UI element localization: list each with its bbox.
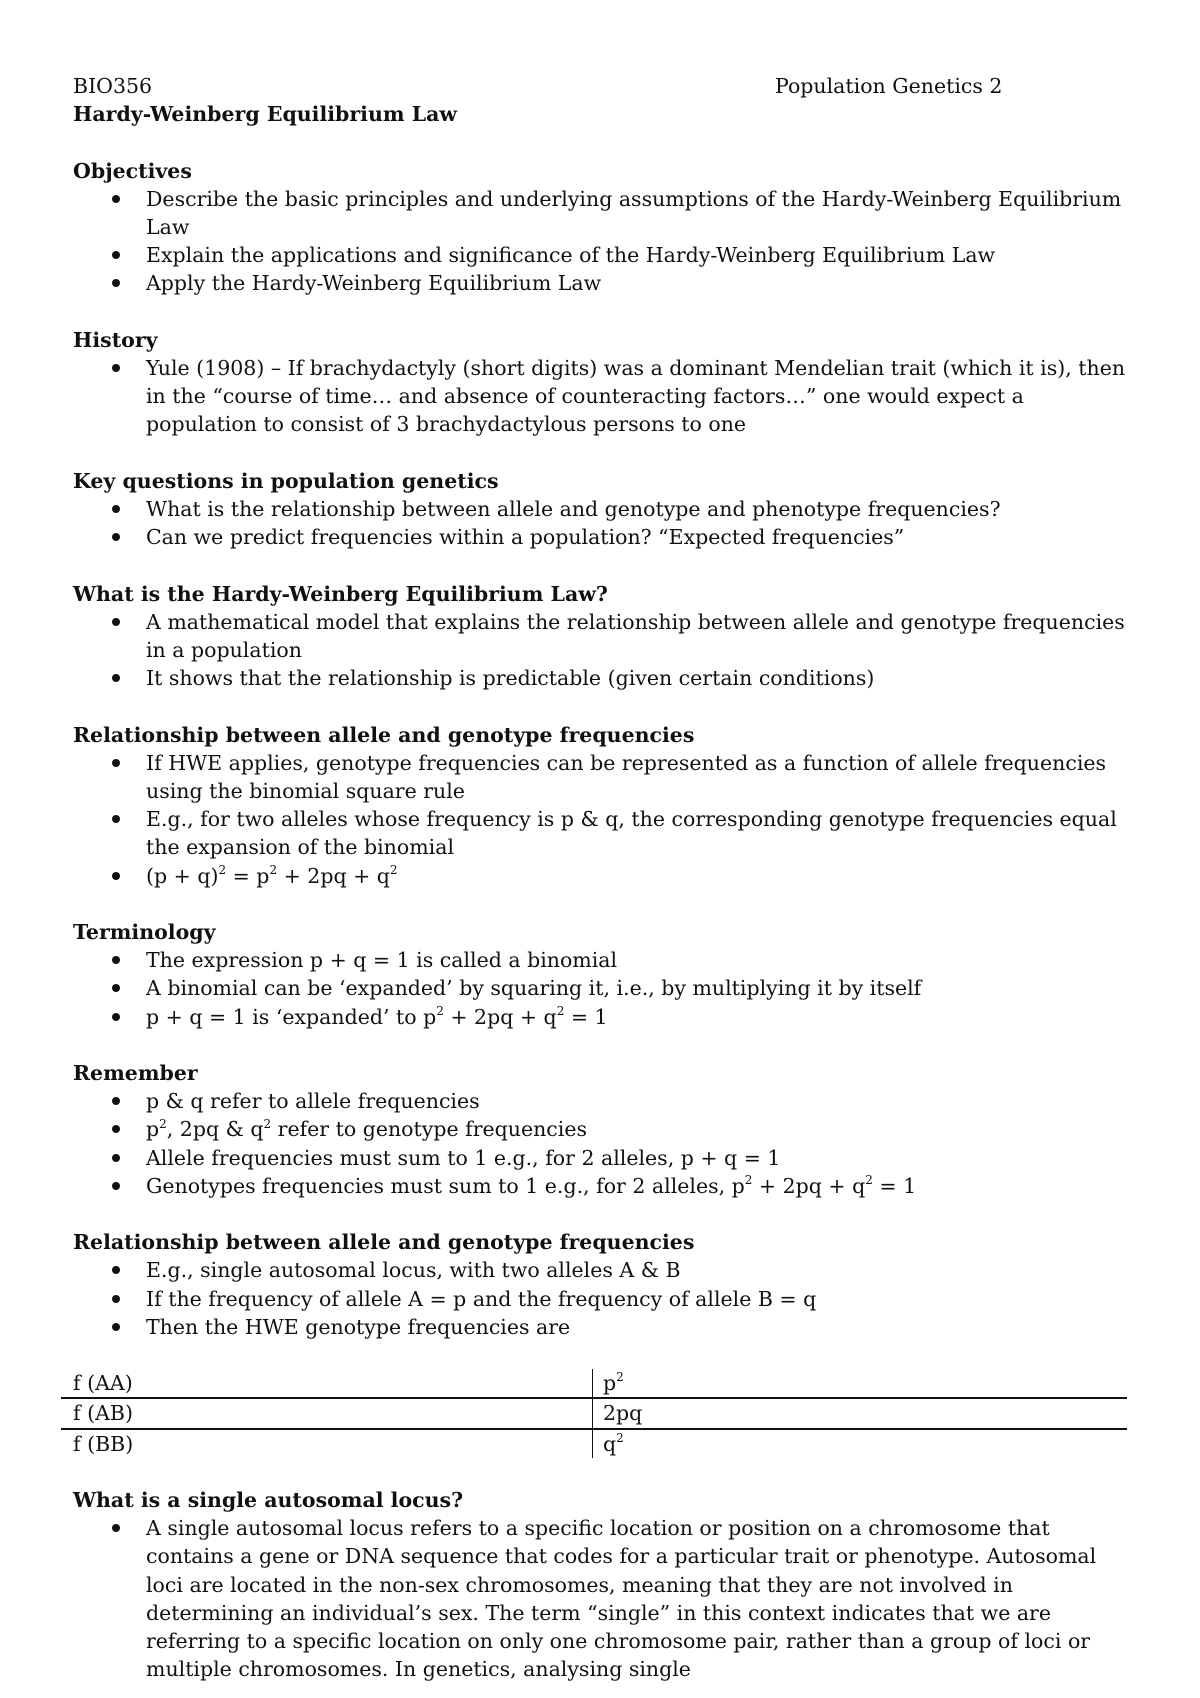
list-item: Then the HWE genotype frequencies are bbox=[73, 1313, 1127, 1341]
section-heading: Objectives bbox=[73, 158, 192, 183]
course-code: BIO356 bbox=[73, 74, 153, 98]
section-relationship-allele-genotype bbox=[73, 721, 1127, 890]
genotype-cell: f (AB) bbox=[61, 1398, 593, 1428]
section-heading: History bbox=[73, 327, 158, 352]
section-heading: Remember bbox=[73, 1060, 198, 1085]
bullet-list bbox=[73, 1256, 1127, 1341]
bullet-list bbox=[73, 354, 1127, 439]
bullet-list bbox=[73, 749, 1127, 890]
section-single-autosomal-locus bbox=[73, 1486, 1127, 1683]
list-item: If HWE applies, genotype frequencies can be represented as a function of allele frequencies using the binomial square rule bbox=[73, 749, 1127, 805]
exponent: 2 bbox=[218, 862, 227, 877]
formula-part: = 1 bbox=[564, 1004, 608, 1029]
section-heading: What is the Hardy-Weinberg Equilibrium Law? bbox=[73, 581, 608, 606]
exponent: 2 bbox=[159, 1116, 167, 1131]
formula-part: + 2pq + q bbox=[277, 863, 390, 888]
frequency-value: q bbox=[603, 1431, 617, 1456]
section-heading: Key questions in population genetics bbox=[73, 468, 499, 493]
text-part: Genotypes frequencies must sum to 1 e.g., for 2 alleles, p bbox=[146, 1173, 745, 1198]
list-item: Yule (1908) – If brachydactyly (short digits) was a dominant Mendelian trait (which it is), then in the “course of time… and absence of counteracting factors…” one would expect a population to consist of 3 brachydactylous persons to one bbox=[73, 354, 1127, 439]
formula-part: + 2pq + q bbox=[443, 1004, 557, 1029]
table-row bbox=[61, 1398, 1127, 1428]
bullet-list bbox=[73, 1514, 1127, 1683]
text-part: = 1 bbox=[872, 1173, 917, 1198]
list-item: Describe the basic principles and underlying assumptions of the Hardy-Weinberg Equilibrium Law bbox=[73, 185, 1127, 241]
section-what-is-hwe bbox=[73, 580, 1127, 693]
expanded-formula bbox=[73, 1003, 1127, 1031]
list-item: Explain the applications and significance of the Hardy-Weinberg Equilibrium Law bbox=[73, 241, 1127, 269]
list-item: Can we predict frequencies within a population? “Expected frequencies” bbox=[73, 523, 1127, 551]
section-objectives bbox=[73, 157, 1127, 298]
formula-part: p + q = 1 is ‘expanded’ to p bbox=[146, 1004, 437, 1029]
text-part: p bbox=[146, 1117, 160, 1142]
exponent: 2 bbox=[865, 1172, 873, 1187]
exponent: 2 bbox=[556, 1003, 565, 1018]
exponent: 2 bbox=[436, 1003, 444, 1018]
document-title: Hardy-Weinberg Equilibrium Law bbox=[73, 102, 458, 127]
list-item bbox=[73, 1115, 1127, 1143]
section-heading: Relationship between allele and genotype frequencies bbox=[73, 1230, 695, 1255]
bullet-list bbox=[73, 946, 1127, 1031]
table-row bbox=[61, 1429, 1127, 1458]
exponent: 2 bbox=[744, 1172, 753, 1187]
list-item: E.g., single autosomal locus, with two alleles A & B bbox=[73, 1256, 1127, 1284]
lecture-topic: Population Genetics 2 bbox=[775, 74, 1003, 98]
genotype-frequency-table bbox=[61, 1369, 1127, 1458]
section-key-questions bbox=[73, 467, 1127, 552]
section-history bbox=[73, 326, 1127, 439]
table-row bbox=[61, 1369, 1127, 1398]
section-relationship-allele-genotype-2 bbox=[73, 1228, 1127, 1341]
text-part: , 2pq & q bbox=[166, 1117, 264, 1142]
list-item: E.g., for two alleles whose frequency is p & q, the corresponding genotype frequencies equal the expansion of the binomial bbox=[73, 805, 1127, 861]
frequency-cell bbox=[593, 1369, 1128, 1398]
frequency-value: 2pq bbox=[603, 1401, 643, 1426]
bullet-list bbox=[73, 495, 1127, 551]
bullet-list bbox=[73, 608, 1127, 693]
binomial-formula bbox=[73, 862, 1127, 890]
list-item: The expression p + q = 1 is called a binomial bbox=[73, 946, 1127, 974]
exponent: 2 bbox=[263, 1116, 272, 1131]
genotype-cell: f (AA) bbox=[61, 1369, 593, 1398]
list-item: p & q refer to allele frequencies bbox=[73, 1087, 1127, 1115]
genotype-cell: f (BB) bbox=[73, 1431, 134, 1456]
list-item bbox=[73, 1172, 1127, 1200]
frequency-cell bbox=[593, 1398, 1128, 1428]
list-item: If the frequency of allele A = p and the frequency of allele B = q bbox=[73, 1285, 1127, 1313]
exponent: 2 bbox=[616, 1430, 624, 1445]
frequency-cell bbox=[593, 1429, 1128, 1458]
list-item: What is the relationship between allele and genotype and phenotype frequencies? bbox=[73, 495, 1127, 523]
bullet-list bbox=[73, 1087, 1127, 1200]
section-heading: Relationship between allele and genotype frequencies bbox=[73, 722, 695, 747]
formula-part: (p + q) bbox=[146, 863, 219, 888]
section-heading: Terminology bbox=[73, 919, 216, 944]
document-header bbox=[73, 72, 1127, 100]
exponent: 2 bbox=[389, 862, 398, 877]
list-item: Allele frequencies must sum to 1 e.g., for 2 alleles, p + q = 1 bbox=[73, 1144, 1127, 1172]
section-heading: What is a single autosomal locus? bbox=[73, 1487, 464, 1512]
exponent: 2 bbox=[269, 862, 278, 877]
list-item: Apply the Hardy-Weinberg Equilibrium Law bbox=[73, 269, 1127, 297]
list-item: A single autosomal locus refers to a specific location or position on a chromosome that contains a gene or DNA sequence that codes for a particular trait or phenotype. Autosomal loci are located in the non-sex chromosomes, meaning that they are not involved in determining an individual’s sex. The term “single” in this context indicates that we are referring to a specific location on only one chromosome pair, rather than a group of loci or multiple chromosomes. In genetics, analysing single bbox=[73, 1514, 1127, 1683]
exponent: 2 bbox=[616, 1370, 624, 1385]
text-part: refer to genotype frequencies bbox=[271, 1117, 587, 1142]
section-terminology bbox=[73, 918, 1127, 1031]
formula-part: = p bbox=[226, 863, 270, 888]
bullet-list bbox=[73, 185, 1127, 298]
list-item: A mathematical model that explains the relationship between allele and genotype frequencies in a population bbox=[73, 608, 1127, 664]
text-part: + 2pq + q bbox=[752, 1173, 866, 1198]
list-item: It shows that the relationship is predictable (given certain conditions) bbox=[73, 664, 1127, 692]
section-remember bbox=[73, 1059, 1127, 1200]
list-item: A binomial can be ‘expanded’ by squaring it, i.e., by multiplying it by itself bbox=[73, 974, 1127, 1002]
frequency-value: p bbox=[603, 1371, 617, 1396]
